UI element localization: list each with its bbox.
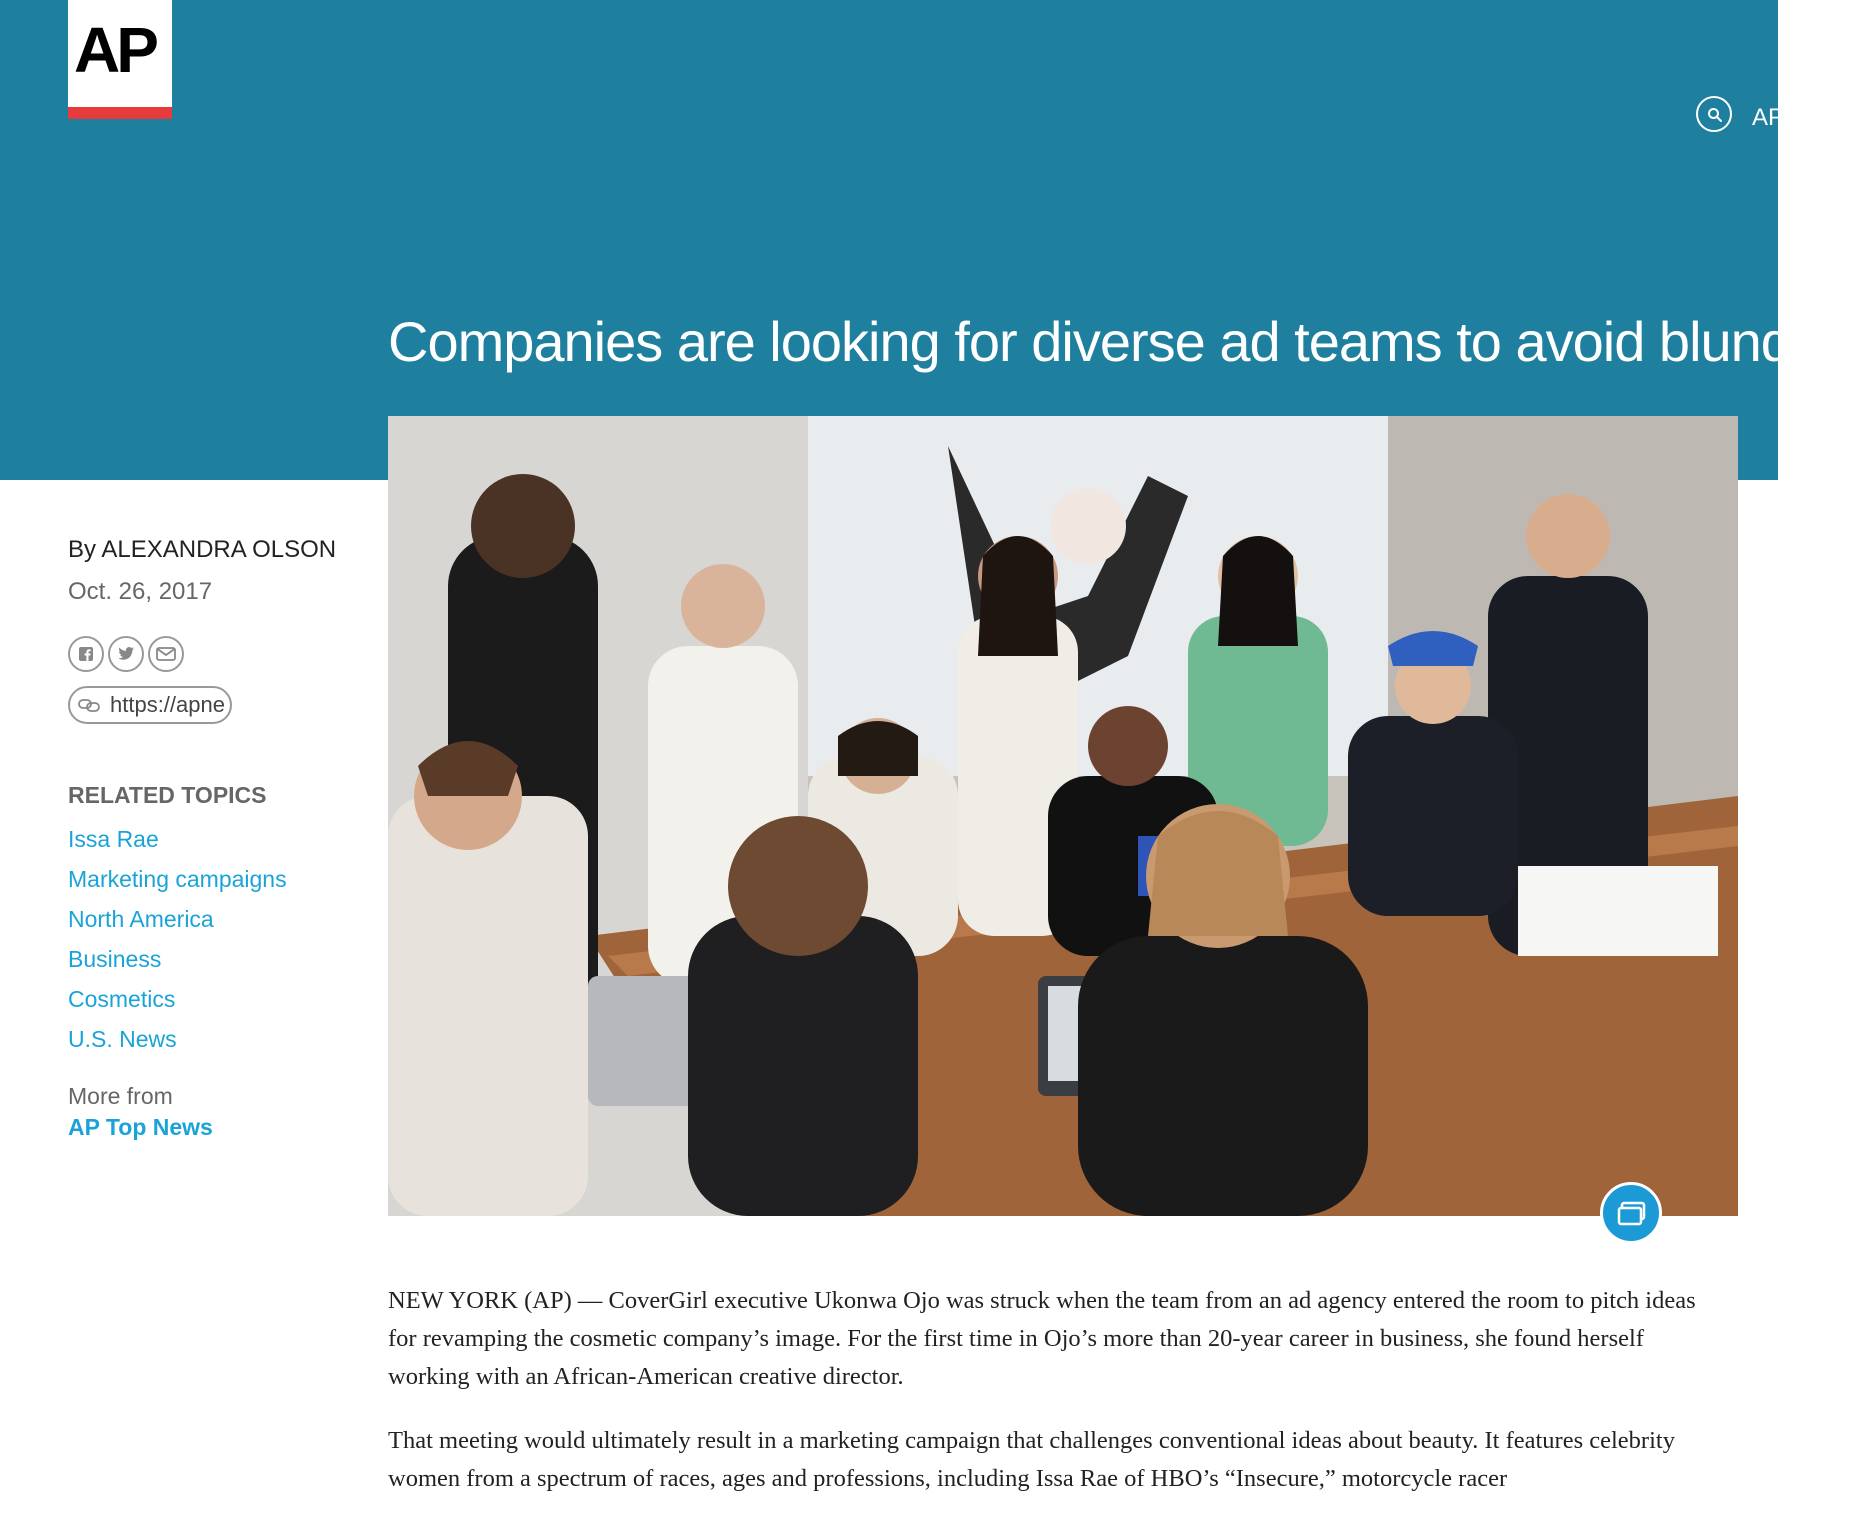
search-icon bbox=[1707, 107, 1723, 123]
header-band bbox=[0, 0, 1866, 480]
twitter-icon bbox=[117, 646, 135, 662]
article-paragraph: NEW YORK (AP) — CoverGirl executive Ukonwa Ojo was struck when the team from an ad agency entered the room to pitch ideas for revamping the cosmetic company’s image. For the first time in Ojo’s more than 20-year career in business, she found herself working with an African-American creative director. bbox=[388, 1287, 1696, 1390]
share-link-field[interactable] bbox=[68, 686, 232, 724]
topic-link[interactable]: Business bbox=[68, 946, 162, 972]
email-icon bbox=[156, 647, 176, 661]
gallery-icon bbox=[1617, 1201, 1647, 1227]
gallery-button[interactable] bbox=[1600, 1182, 1662, 1244]
publish-date: Oct. 26, 2017 bbox=[68, 578, 213, 605]
share-buttons bbox=[68, 636, 338, 672]
share-link-text: https://apne bbox=[110, 692, 225, 717]
more-from-link[interactable]: AP Top News bbox=[68, 1114, 213, 1140]
more-from-label: More from bbox=[68, 1083, 173, 1109]
lead-photo[interactable] bbox=[388, 416, 1738, 1216]
topic-link[interactable]: Cosmetics bbox=[68, 986, 176, 1012]
nav-ap-link[interactable]: AP bbox=[1752, 104, 1785, 131]
topic-link[interactable]: North America bbox=[68, 906, 214, 932]
article-body bbox=[388, 1282, 1718, 1524]
article-headline: Companies are looking for diverse ad teams to avoid blunders bbox=[388, 310, 1866, 373]
byline: By ALEXANDRA OLSON bbox=[68, 536, 337, 563]
topic-link[interactable]: Marketing campaigns bbox=[68, 866, 287, 892]
share-email-button[interactable] bbox=[148, 636, 184, 672]
related-topics-title: RELATED TOPICS bbox=[68, 782, 267, 808]
ap-logo-text: AP bbox=[74, 14, 155, 86]
topic-link[interactable]: Issa Rae bbox=[68, 826, 159, 852]
topic-link[interactable]: U.S. News bbox=[68, 1026, 177, 1052]
article-sidebar bbox=[68, 536, 338, 1141]
link-icon bbox=[78, 698, 102, 712]
facebook-icon bbox=[78, 646, 94, 662]
search-button[interactable] bbox=[1696, 96, 1732, 132]
share-twitter-button[interactable] bbox=[108, 636, 144, 672]
share-facebook-button[interactable] bbox=[68, 636, 104, 672]
article-paragraph: That meeting would ultimately result in a marketing campaign that challenges conventional ideas about beauty. It features celebrity women from a spectrum of races, ages and professions, including Issa Rae of HBO’s “Insecure,” motorcycle racer bbox=[388, 1427, 1675, 1492]
related-topics-list bbox=[68, 819, 338, 1059]
meeting-photo-illustration bbox=[388, 416, 1738, 1216]
ap-logo[interactable] bbox=[68, 0, 172, 119]
